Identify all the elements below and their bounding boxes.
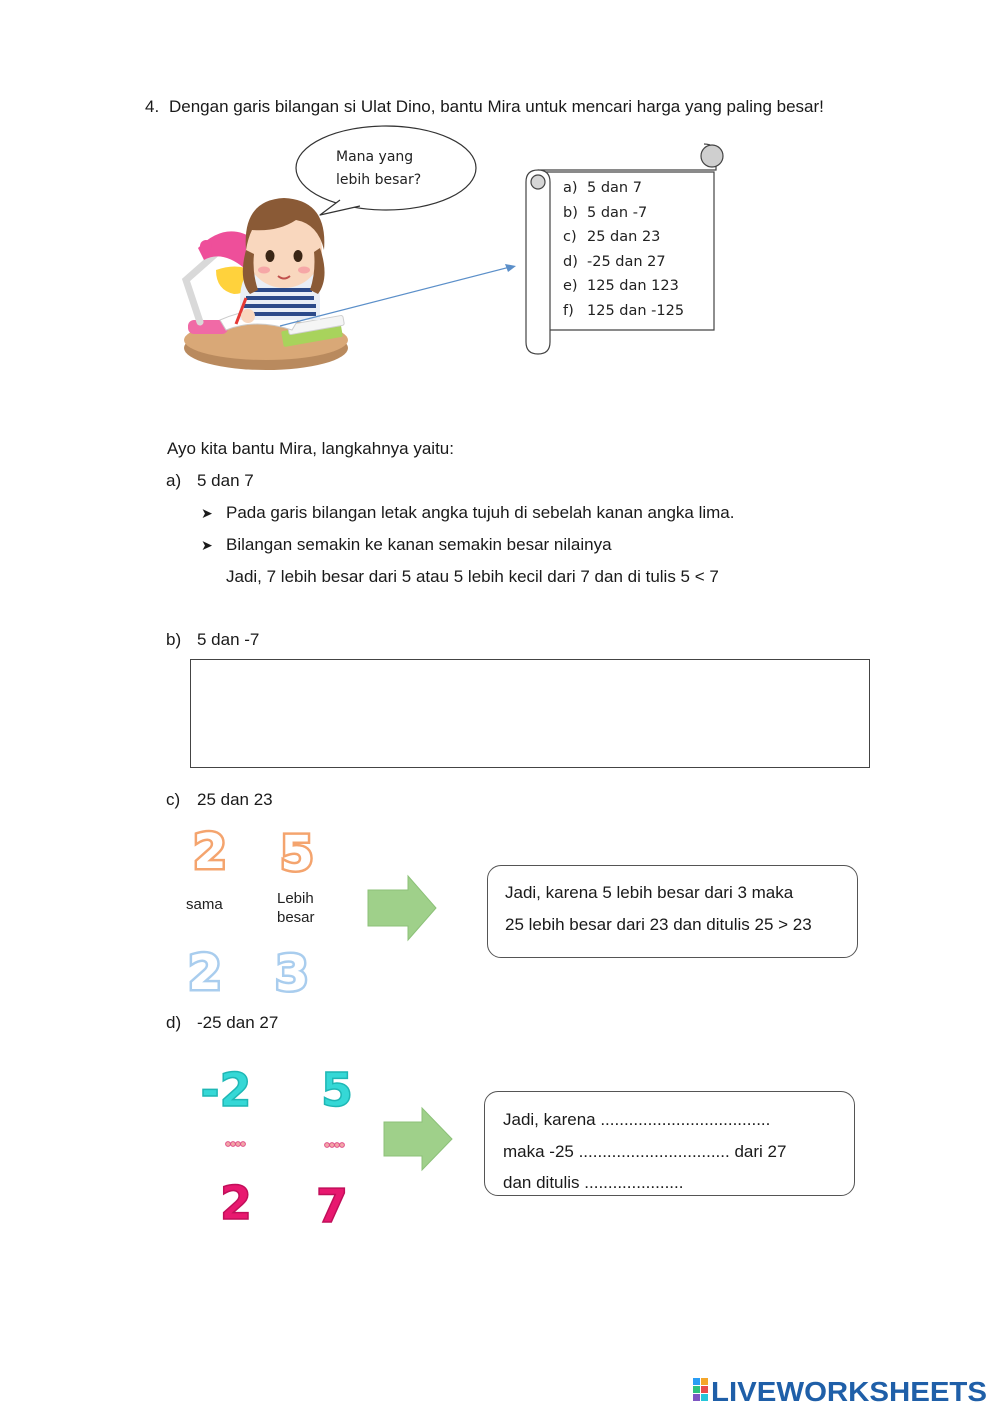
section-d-result-box[interactable] xyxy=(484,1091,855,1196)
digit-2-pink: 2 xyxy=(219,1176,253,1230)
speech-line-2: lebih besar? xyxy=(336,172,422,188)
arrow-bullet-icon: ➤ xyxy=(201,505,213,521)
list-item-text: -25 dan 27 xyxy=(587,253,666,270)
scroll-list xyxy=(563,176,684,323)
list-marker: c) xyxy=(563,229,577,245)
liveworksheets-logo-icon xyxy=(693,1378,708,1401)
section-c-result-box xyxy=(487,865,858,958)
label-greater-line-1: Lebih xyxy=(277,890,314,907)
equal-dots-right xyxy=(325,1143,345,1148)
scroll-item-b xyxy=(563,201,684,226)
speech-line-1: Mana yang xyxy=(336,149,414,165)
section-d-label xyxy=(166,1013,278,1033)
section-a-bullet-1 xyxy=(201,503,734,523)
right-arrow-icon xyxy=(384,1108,452,1170)
bullet-text: Bilangan semakin ke kanan semakin besar nilainya xyxy=(226,535,612,554)
section-c-label xyxy=(166,790,273,810)
list-item-text: 25 dan 23 xyxy=(587,229,661,245)
scroll-item-a xyxy=(563,176,684,201)
scroll-item-f xyxy=(563,299,684,324)
list-marker: b) xyxy=(563,204,578,221)
list-marker: e) xyxy=(563,278,578,294)
section-marker: c) xyxy=(166,790,181,809)
section-marker: d) xyxy=(166,1013,182,1032)
label-same: sama xyxy=(186,896,223,913)
section-marker: a) xyxy=(166,471,182,490)
section-title: -25 dan 27 xyxy=(197,1013,279,1032)
result-line-1: Jadi, karena 5 lebih besar dari 3 maka xyxy=(505,883,794,902)
digit-5-cyan: 5 xyxy=(320,1063,354,1117)
question-heading xyxy=(145,97,824,117)
list-marker: a) xyxy=(563,180,578,196)
list-item-text: 125 dan 123 xyxy=(587,278,679,294)
speech-bubble-text xyxy=(336,146,421,192)
digit-2-orange: 2 xyxy=(193,824,227,880)
question-text: Dengan garis bilangan si Ulat Dino, bantu Mira untuk mencari harga yang paling besar! xyxy=(169,97,824,116)
scroll-item-d xyxy=(563,250,684,275)
digit-minus-2-cyan: -2 xyxy=(200,1063,252,1117)
girl-student-icon xyxy=(236,198,325,324)
right-arrow-icon xyxy=(368,876,436,940)
section-title: 5 dan 7 xyxy=(197,471,254,490)
arrow-bullet-icon: ➤ xyxy=(201,537,213,553)
digit-2-blue: 2 xyxy=(188,945,222,1001)
equal-dots-left xyxy=(226,1142,246,1147)
label-greater xyxy=(277,889,315,927)
list-item-text: 5 dan -7 xyxy=(587,204,648,221)
digit-5-orange: 5 xyxy=(280,826,314,882)
result-line-1: Jadi, karena .................................... xyxy=(503,1110,771,1129)
scroll-item-c xyxy=(563,225,684,250)
result-line-2: maka -25 ................................ dari 27 xyxy=(503,1141,787,1161)
section-b-answer-box[interactable] xyxy=(190,659,870,768)
bullet-text: Pada garis bilangan letak angka tujuh di sebelah kanan angka lima. xyxy=(226,503,735,522)
brand-text: LIVEWORKSHEETS xyxy=(711,1376,987,1407)
section-a-label xyxy=(166,471,254,491)
label-greater-line-2: besar xyxy=(277,909,315,926)
list-item-text: 5 dan 7 xyxy=(587,180,642,196)
digit-3-blue: 3 xyxy=(275,946,309,1002)
section-b-label xyxy=(166,630,259,650)
section-a-bullet-2 xyxy=(201,535,612,555)
list-marker: d) xyxy=(563,253,578,270)
section-d-digits xyxy=(190,1060,460,1233)
scroll-item-e xyxy=(563,274,684,299)
list-marker: f) xyxy=(563,302,574,319)
liveworksheets-logo xyxy=(692,1372,992,1408)
result-line-3: dan ditulis ..................... xyxy=(503,1173,684,1192)
digit-7-pink: 7 xyxy=(315,1179,349,1233)
steps-intro: Ayo kita bantu Mira, langkahnya yaitu: xyxy=(167,439,454,458)
section-title: 25 dan 23 xyxy=(197,790,273,809)
result-line-2: 25 lebih besar dari 23 dan ditulis 25 > 23 xyxy=(505,915,812,934)
section-title: 5 dan -7 xyxy=(197,630,260,649)
section-marker: b) xyxy=(166,630,182,649)
question-number: 4. xyxy=(145,97,160,116)
list-item-text: 125 dan -125 xyxy=(587,302,685,319)
section-a-conclusion: Jadi, 7 lebih besar dari 5 atau 5 lebih kecil dari 7 dan di tulis 5 < 7 xyxy=(226,567,719,586)
